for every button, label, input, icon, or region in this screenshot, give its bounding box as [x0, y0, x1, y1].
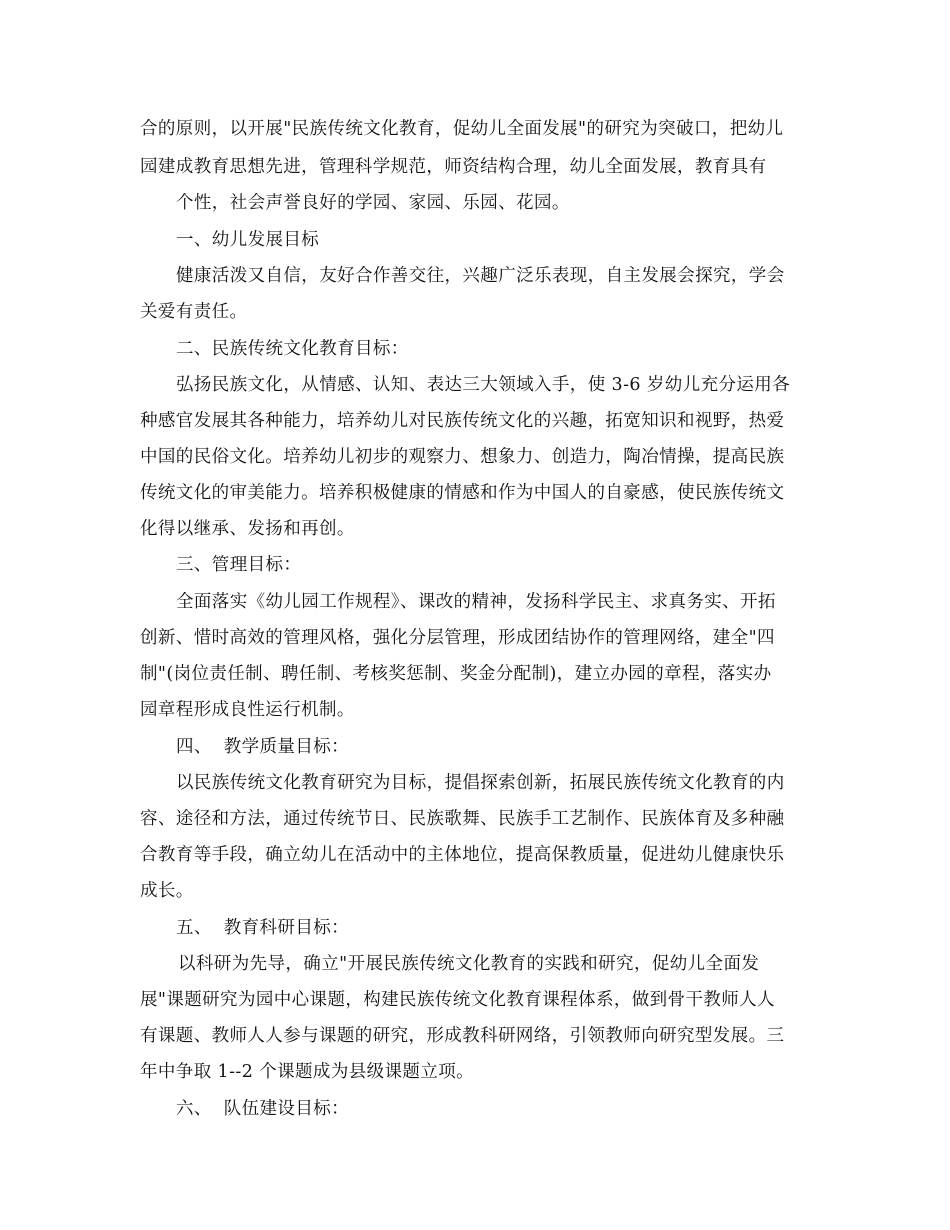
text-line: 年中争取 1--2 个课题成为县级课题立项。	[140, 1062, 475, 1082]
text-line: 成长。	[140, 881, 194, 901]
text-line: 健康活泼又自信，友好合作善交往，兴趣广泛乐表现，自主发展会探究，学会	[176, 266, 785, 286]
text-line: 有课题、教师人人参与课题的研究，形成教科研网络，引领教师向研究型发展。三	[140, 1026, 785, 1046]
section-heading: 二、民族传统文化教育目标：	[176, 339, 409, 359]
text-line: 容、途径和方法，通过传统节日、民族歌舞、民族手工艺制作、民族体育及多种融	[140, 809, 785, 829]
section-heading: 一、幼儿发展目标	[176, 230, 320, 250]
text-line: 展"课题研究为园中心课题，构建民族传统文化教育课程体系，做到骨干教师人人	[140, 990, 775, 1010]
text-line: 以民族传统文化教育研究为目标，提倡探索创新，拓展民族传统文化教育的内	[176, 773, 785, 793]
text-line: 创新、惜时高效的管理风格，强化分层管理，形成团结协作的管理网络，建全"四	[140, 628, 775, 648]
text-line: 园建成教育思想先进，管理科学规范，师资结构合理，幼儿全面发展，教育具有	[140, 157, 767, 177]
text-line: 园章程形成良性运行机制。	[140, 700, 355, 720]
text-line: 种感官发展其各种能力，培养幼儿对民族传统文化的兴趣，拓宽知识和视野，热爱	[140, 411, 785, 431]
section-heading: 三、管理目标：	[176, 555, 302, 575]
section-heading: 六、 队伍建设目标：	[176, 1099, 350, 1119]
section-heading: 五、 教育科研目标：	[176, 918, 350, 938]
section-heading: 四、 教学质量目标：	[176, 737, 350, 757]
text-line: 关爱有责任。	[140, 302, 248, 322]
text-line: 制"(岗位责任制、聘任制、考核奖惩制、奖金分配制)，建立办园的章程，落实办	[140, 664, 772, 684]
text-line: 个性，社会声誉良好的学园、家园、乐园、花园。	[176, 193, 570, 213]
text-line: 传统文化的审美能力。培养积极健康的情感和作为中国人的自豪感，使民族传统文	[140, 483, 785, 503]
text-line: 全面落实《幼儿园工作规程》、课改的精神，发扬科学民主、求真务实、开拓	[176, 592, 776, 612]
text-line: 合教育等手段，确立幼儿在活动中的主体地位，提高保教质量，促进幼儿健康快乐	[140, 845, 785, 865]
text-line: 以科研为先导，确立"开展民族传统文化教育的实践和研究，促幼儿全面发	[178, 954, 760, 974]
text-line: 合的原则，以开展"民族传统文化教育，促幼儿全面发展"的研究为突破口，把幼儿	[140, 119, 784, 139]
text-line: 化得以继承、发扬和再创。	[140, 519, 355, 539]
text-line: 弘扬民族文化，从情感、认知、表达三大领域入手，使 3-6 岁幼儿充分运用各	[176, 375, 791, 395]
text-line: 中国的民俗文化。培养幼儿初步的观察力、想象力、创造力，陶冶情操，提高民族	[140, 447, 785, 467]
